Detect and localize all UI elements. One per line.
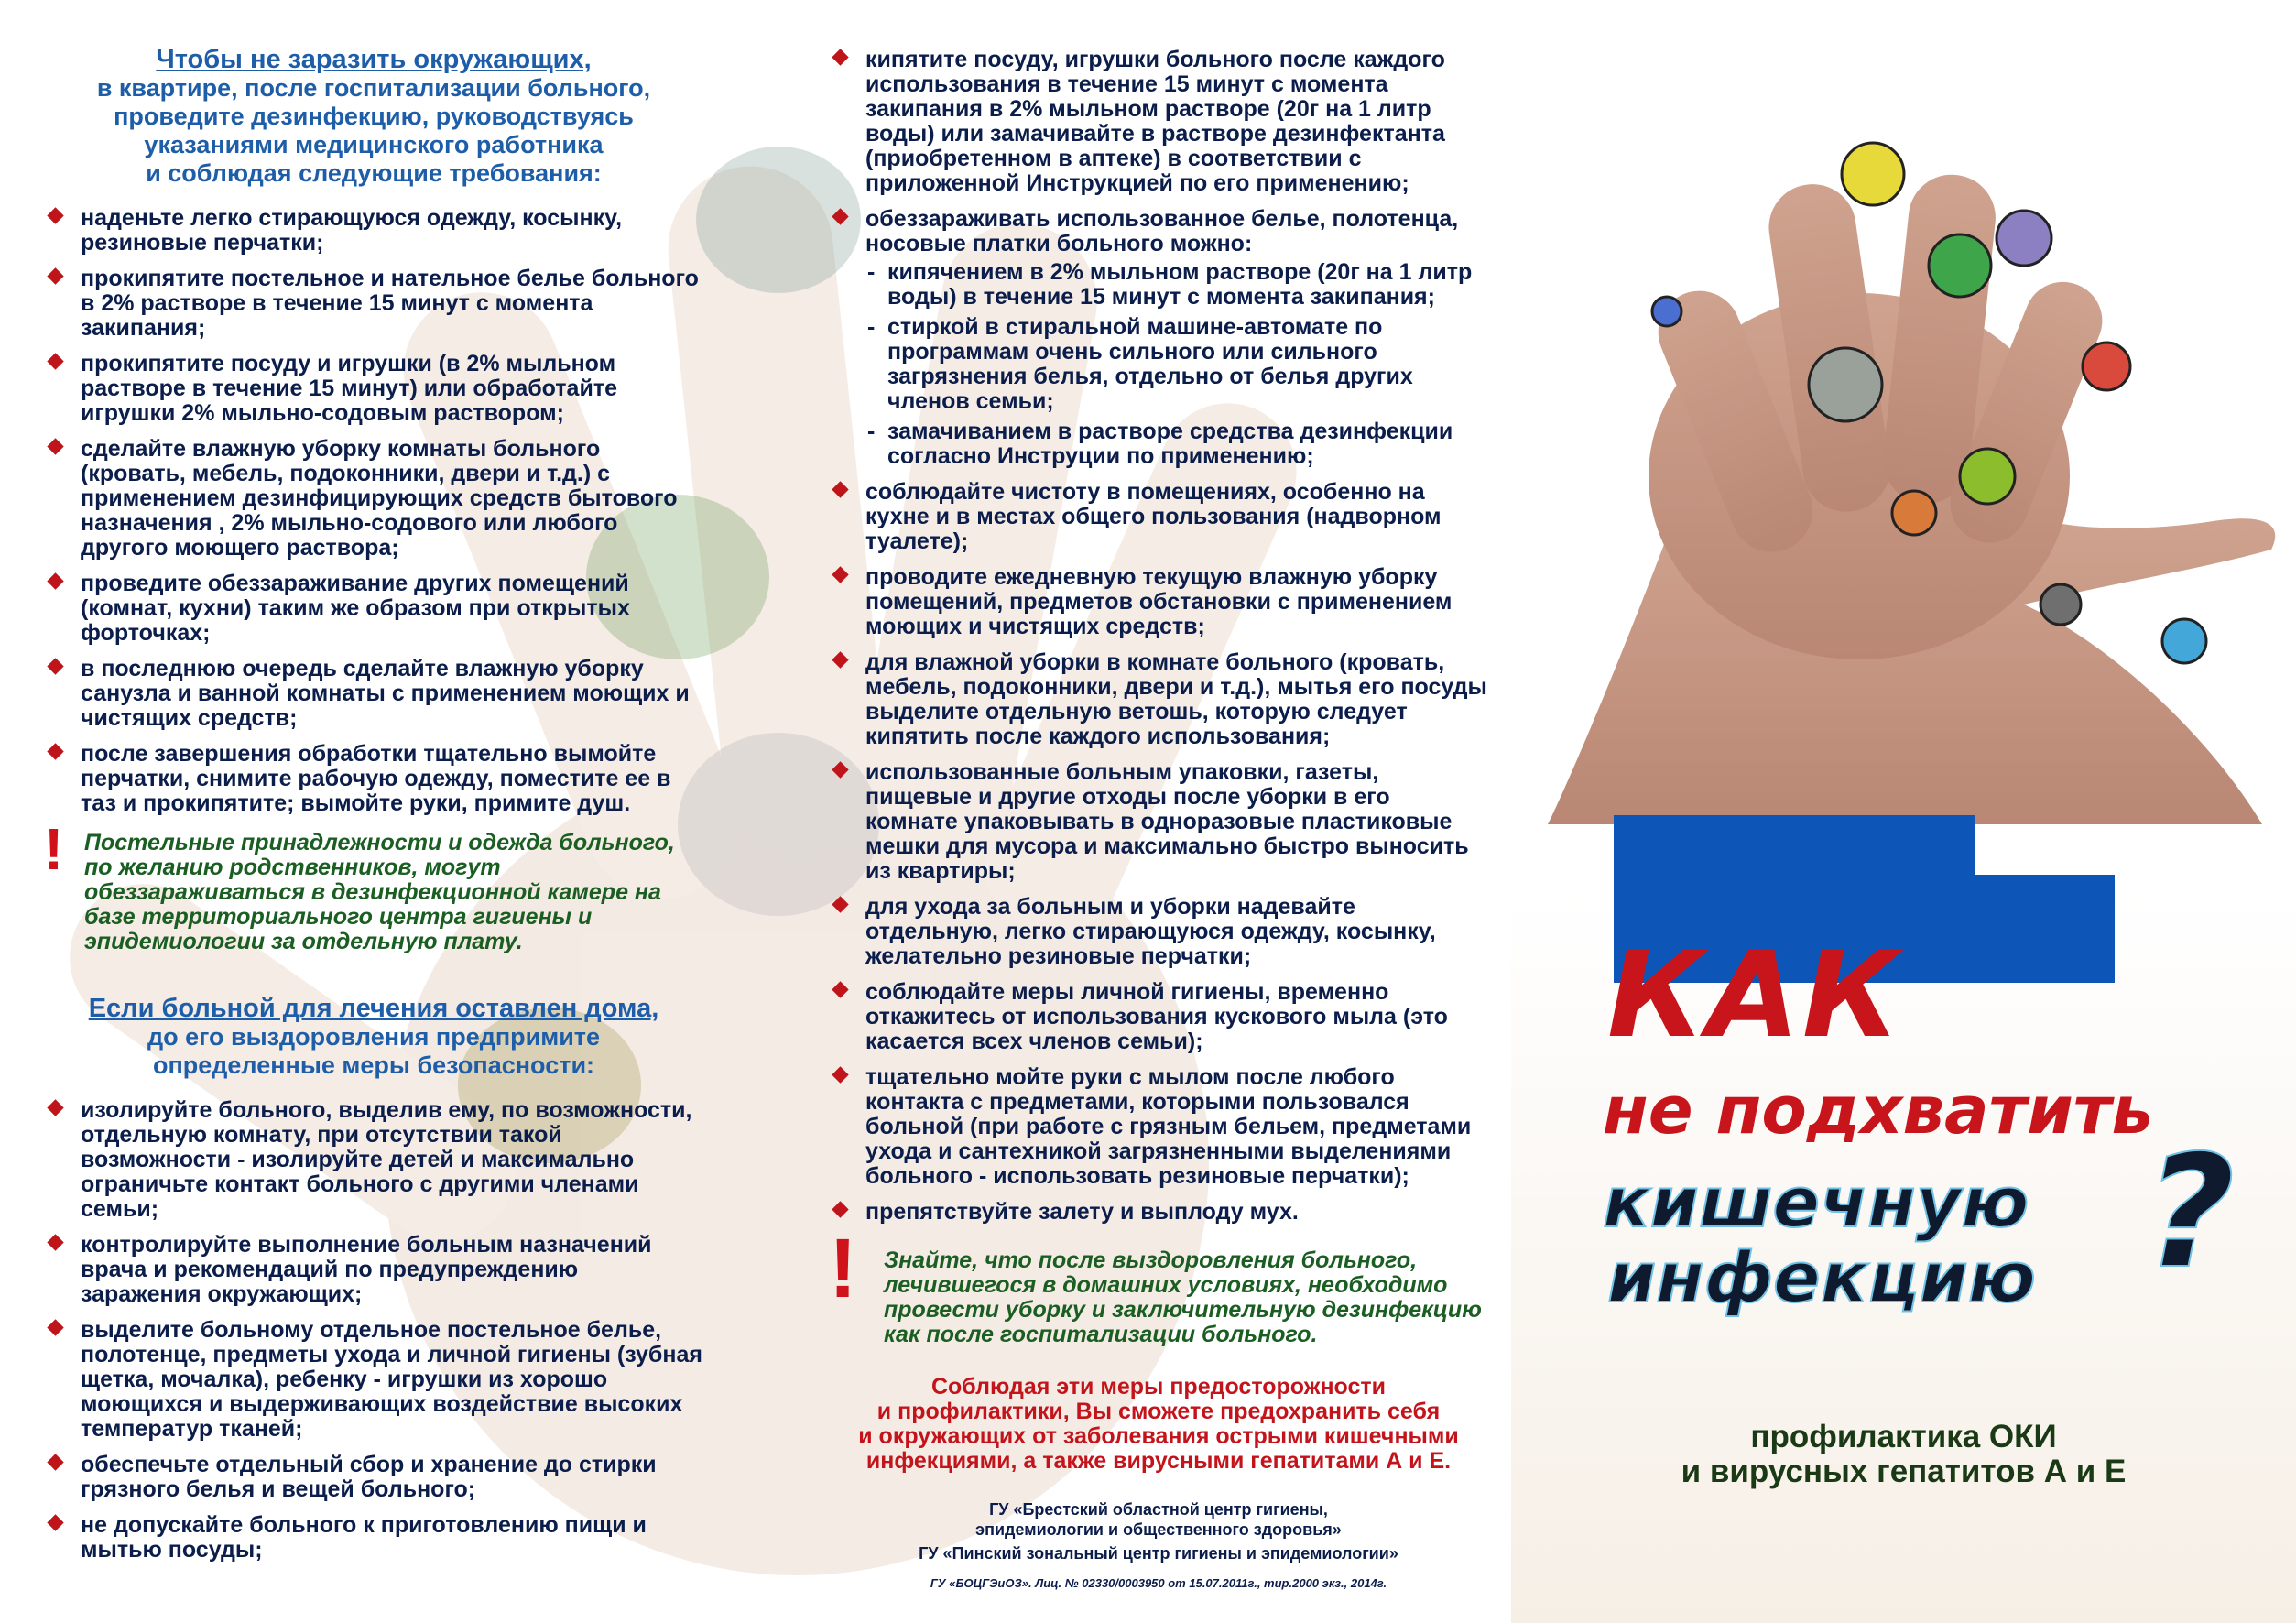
title-line-infektsiyu: инфекцию	[1607, 1236, 2036, 1318]
section1-heading-line: в квартире, после госпитализации больного,	[96, 74, 651, 102]
red-diamond-bullet-icon	[832, 896, 848, 912]
title-line-ne-podkhvatit: не подхватить	[1603, 1072, 2154, 1149]
list-item: тщательно мойте руки с мылом после любого контакта с предметами, которыми пользовался больной (при работе с грязным бельем, предметами ухода и сантехникой загрязненными выделениями больного - использовать резиновые перчатки);	[829, 1065, 1488, 1189]
red-diamond-bullet-icon	[47, 353, 63, 369]
red-germ-icon	[2083, 343, 2130, 390]
closing-line: Соблюдая эти меры предосторожности	[930, 1374, 1387, 1400]
middle-note	[829, 1222, 1488, 1347]
list-item: проводите ежедневную текущую влажную уборку помещений, предметов обстановки с применением моющих и чистящих средств;	[829, 565, 1488, 639]
list-item: обеззараживать использованное белье, полотенца, носовые платки больного можно: - кипячением в 2% мыльном растворе (20г на 1 литр воды) в течение 15 минут с момента закипания; - стиркой в стиральной машине-автомате по программам очень сильного или сильного загрязнения белья, отдельно от белья других членов семьи; - замачиванием в растворе средства дезинфекции согласно Инструции по применению;	[829, 207, 1488, 469]
red-diamond-bullet-icon	[832, 208, 848, 224]
red-diamond-bullet-icon	[832, 981, 848, 997]
green-germ-icon	[1929, 234, 1991, 297]
section2-heading-line: до его выздоровления предпримите	[147, 1023, 601, 1051]
list-item: для влажной уборки в комнате больного (кровать, мебель, подоконники, двери и т.д.), мытья его посуды выделите отдельную ветошь, которую следует кипятить после каждого использования;	[829, 650, 1488, 749]
list-item: для ухода за больным и уборки надевайте отдельную, легко стирающуюся одежду, косынку, желательно резиновые перчатки;	[829, 895, 1488, 969]
subtitle	[1511, 1420, 2296, 1489]
section1-heading-lead: Чтобы не заразить окружающих,	[156, 45, 592, 74]
blue-germ-icon	[2162, 619, 2206, 663]
middle-note-text: Знайте, что после выздоровления больного, лечившегося в домашних условиях, необходимо провести уборку и заключительную дезинфекцию как после госпитализации больного.	[884, 1247, 1482, 1347]
red-diamond-bullet-icon	[47, 438, 63, 454]
list-item: проведите обеззараживание других помещений (комнат, кухни) таким же образом при открытых форточках;	[44, 572, 703, 646]
red-diamond-bullet-icon	[47, 1514, 63, 1530]
list-item: в последнюю очередь сделайте влажную уборку санузла и ванной комнаты с применением моющих и чистящих средств;	[44, 657, 703, 731]
section1-heading-line: и соблюдая следующие требования:	[146, 159, 602, 187]
section1-heading	[44, 46, 703, 188]
red-diamond-bullet-icon	[47, 267, 63, 284]
red-diamond-bullet-icon	[832, 1201, 848, 1217]
list-item: обеспечьте отдельный сбор и хранение до стирки грязного белья и вещей больного;	[44, 1453, 703, 1502]
purple-germ-icon	[1997, 211, 2051, 266]
closing-line: и профилактики, Вы сможете предохранить себя	[876, 1399, 1441, 1424]
exclamation-icon: !	[44, 816, 64, 882]
laundry-methods-sublist	[865, 260, 1488, 469]
sub-list-item: - стиркой в стиральной машине-автомате по программам очень сильного или сильного загрязнения белья, отдельно от белья других членов семьи;	[867, 314, 1413, 414]
hand-with-germs-illustration	[1511, 0, 2296, 824]
list-item: наденьте легко стирающуюся одежду, косынку, резиновые перчатки;	[44, 206, 703, 256]
section2-heading-lead: Если больной для лечения оставлен дома,	[88, 994, 659, 1023]
section2-heading	[44, 995, 703, 1080]
license-info: ГУ «БОЦГЭиОЗ». Лиц. № 02330/0003950 от 15.07.2011г., тир.2000 экз., 2014г.	[930, 1576, 1387, 1590]
list-item: соблюдайте меры личной гигиены, временно откажитесь от использования кускового мыла (это касается всех членов семьи);	[829, 980, 1488, 1054]
section2-heading-line: определенные меры безопасности:	[152, 1051, 595, 1079]
list-item: после завершения обработки тщательно вымойте перчатки, снимите рабочую одежду, поместите ее в таз и прокипятите; вымойте руки, примите душ.	[44, 742, 703, 816]
section1-heading-line: указаниями медицинского работника	[144, 131, 604, 158]
closing-line: инфекциями, а также вирусными гепатитами А и Е.	[865, 1448, 1452, 1474]
section1-list	[44, 206, 703, 816]
section1-note-text: Постельные принадлежности и одежда больного, по желанию родственников, могут обеззараживаться в дезинфекционной камере на базе территориального центра гигиены и эпидемиологии за отдельную плату.	[84, 830, 675, 954]
org-line: ГУ «Брестский областной центр гигиены,	[989, 1500, 1328, 1519]
org-line: ГУ «Пинский зональный центр гигиены и эпидемиологии»	[919, 1544, 1398, 1563]
list-item: прокипятите посуду и игрушки (в 2% мыльном растворе в течение 15 минут) или обработайте игрушки 2% мыльно-содовым раствором;	[44, 352, 703, 426]
dash-bullet: -	[867, 419, 876, 444]
sub-list-item: - кипячением в 2% мыльном растворе (20г на 1 литр воды) в течение 15 минут с момента закипания;	[867, 259, 1473, 310]
title-line-kishechnuyu: кишечную	[1603, 1161, 2029, 1243]
red-diamond-bullet-icon	[832, 651, 848, 668]
red-diamond-bullet-icon	[832, 49, 848, 65]
list-item: контролируйте выполнение больным назначений врача и рекомендаций по предупреждению заражения окружающих;	[44, 1233, 703, 1307]
red-diamond-bullet-icon	[47, 1454, 63, 1470]
dash-bullet: -	[867, 314, 876, 340]
exclamation-icon: !	[829, 1222, 857, 1315]
yellow-germ-icon	[1842, 143, 1904, 205]
red-diamond-bullet-icon	[47, 207, 63, 223]
red-diamond-bullet-icon	[47, 572, 63, 589]
subtitle-line: профилактика ОКИ	[1750, 1419, 2057, 1454]
list-item: изолируйте больного, выделив ему, по возможности, отдельную комнату, при отсутствии такой возможности - изолируйте детей и максимально ограничьте контакт больного с другими членами семьи;	[44, 1098, 703, 1222]
grey-germ-icon	[2040, 584, 2081, 625]
organization-credits	[829, 1499, 1488, 1563]
list-item: использованные больным упаковки, газеты, пищевые и другие отходы после уборки в его комнате упаковывать в одноразовые пластиковые мешки для мусора и максимально быстро выносить из квартиры;	[829, 760, 1488, 884]
orange-germ-icon	[1892, 491, 1936, 535]
list-item: прокипятите постельное и нательное белье больного в 2% растворе в течение 15 минут с момента закипания;	[44, 267, 703, 341]
org-line: эпидемиологии и общественного здоровья»	[975, 1520, 1342, 1539]
grey-germ-icon	[1809, 348, 1882, 421]
dash-bullet: -	[867, 259, 876, 285]
section1-heading-line: проведите дезинфекцию, руководствуясь	[114, 103, 634, 130]
blue-bar-top	[1614, 815, 1975, 884]
red-diamond-bullet-icon	[832, 1066, 848, 1083]
red-diamond-bullet-icon	[47, 743, 63, 759]
closing-line: и окружающих от заболевания острыми кишечными	[858, 1423, 1459, 1449]
middle-column	[829, 48, 1488, 1590]
right-panel	[1511, 0, 2296, 1623]
subtitle-line: и вирусных гепатитов А и Е	[1681, 1454, 2127, 1489]
green-germ-icon	[1960, 449, 2015, 504]
section2-list	[44, 1098, 703, 1563]
section1-note	[44, 816, 703, 954]
list-item: кипятите посуду, игрушки больного после каждого использования в течение 15 минут с момента закипания в 2% мыльном растворе (20г на 1 литр воды) или замачивайте в растворе дезинфектанта (приобретенном в аптеке) в соответствии с приложенной Инструкцией по его применению;	[829, 48, 1488, 196]
red-diamond-bullet-icon	[47, 658, 63, 674]
red-diamond-bullet-icon	[832, 566, 848, 583]
question-mark-icon: ?	[2145, 1122, 2236, 1303]
list-item: соблюдайте чистоту в помещениях, особенно на кухне и в местах общего пользования (надворном туалете);	[829, 480, 1488, 554]
closing-statement	[829, 1375, 1488, 1474]
left-column	[44, 46, 703, 1574]
list-item: сделайте влажную уборку комнаты больного (кровать, мебель, подоконники, двери и т.д.) с применением дезинфицирующих средств бытового назначения , 2% мыльно-содового или любого другого моющего раствора;	[44, 437, 703, 561]
blue-germ-icon	[1652, 297, 1681, 326]
red-diamond-bullet-icon	[47, 1234, 63, 1250]
red-diamond-bullet-icon	[832, 761, 848, 778]
sub-list-item: - замачиванием в растворе средства дезинфекции согласно Инструции по применению;	[867, 419, 1453, 469]
middle-list	[829, 48, 1488, 1225]
red-diamond-bullet-icon	[47, 1099, 63, 1116]
list-item: выделите больному отдельное постельное белье, полотенце, предметы ухода и личной гигиены (зубная щетка, мочалка), ребенку - игрушки из хорошо моющихся и выдерживающих воздействие высоких температур тканей;	[44, 1318, 703, 1442]
red-diamond-bullet-icon	[47, 1319, 63, 1335]
list-item: препятствуйте залету и выплоду мух.	[829, 1200, 1488, 1225]
list-item: не допускайте больного к приготовлению пищи и мытью посуды;	[44, 1513, 703, 1563]
red-diamond-bullet-icon	[832, 481, 848, 497]
title-word-kak: КАК	[1607, 925, 1903, 1064]
